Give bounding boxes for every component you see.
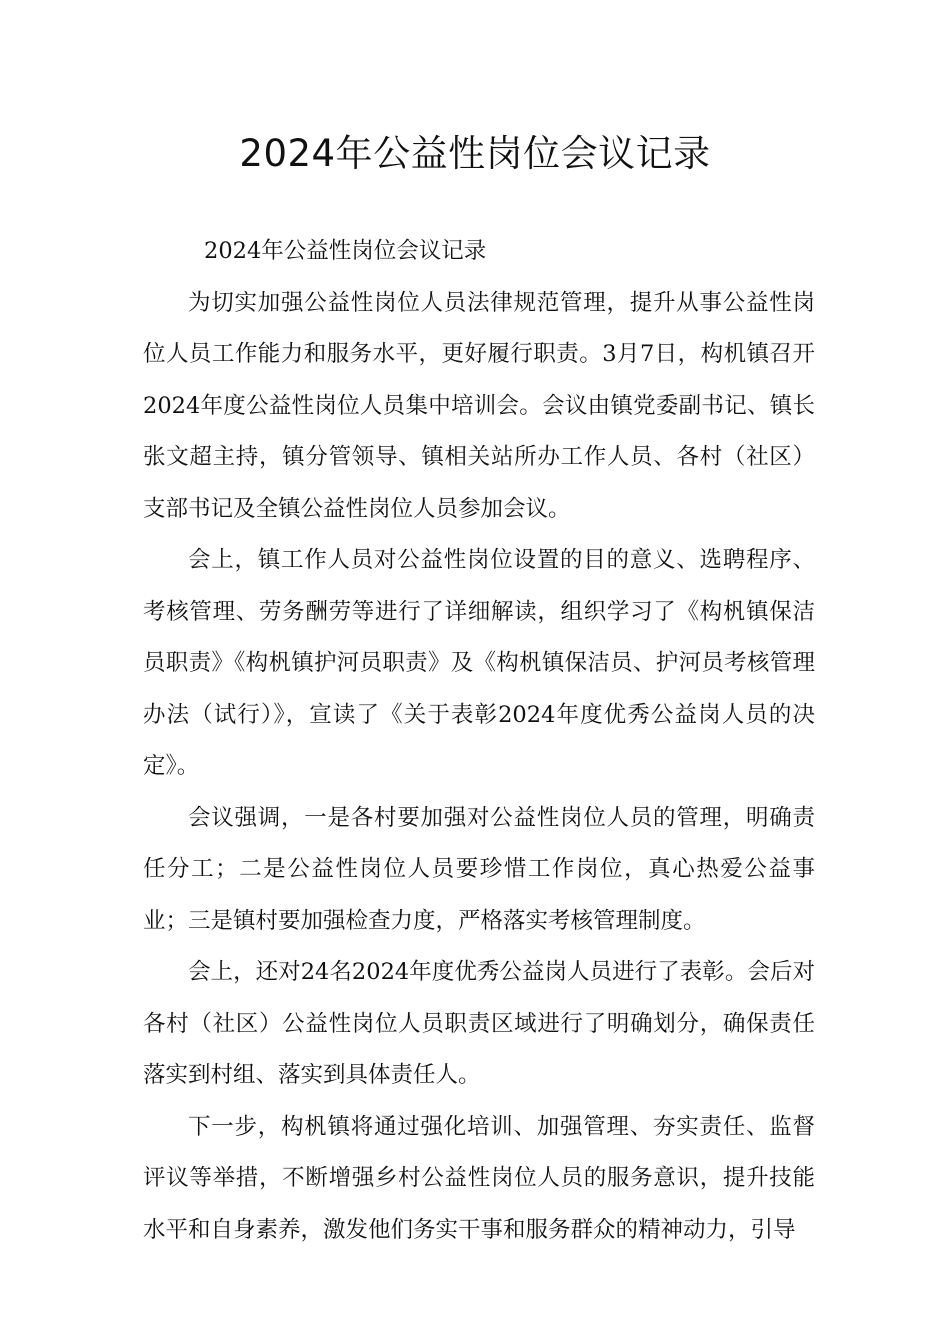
paragraph-next-steps: 下一步，构杋镇将通过强化培训、加强管理、夯实责任、监督评议等举措，不断增强乡村公益性岗位人员的服务意识，提升技能水平和自身素养，激发他们务实干事和服务群众的精神动力，引导 <box>143 1113 815 1243</box>
paragraph-commendation: 会上，还对24名2024年度优秀公益岗人员进行了表彰。会后对各村（社区）公益性岗位人员职责区域进行了明确划分，确保责任落实到村组、落实到具体责任人。 <box>143 959 815 1088</box>
document-subtitle: 2024年公益性岗位会议记录 <box>204 238 487 264</box>
paragraph-meeting-emphasis: 会议强调，一是各村要加强对公益性岗位人员的管理，明确责任分工；二是公益性岗位人员要珍惜工作岗位，真心热爱公益事业；三是镇村要加强检查力度，严格落实考核管理制度。 <box>143 804 815 934</box>
document-title: 2024年公益性岗位会议记录 <box>239 132 711 175</box>
document-body <box>143 226 815 1256</box>
paragraph-training-content: 会上，镇工作人员对公益性岗位设置的目的意义、选聘程序、考核管理、劳务酬劳等进行了详细解读，组织学习了《构杋镇保洁员职责》《构杋镇护河员职责》及《构杋镇保洁员、护河员考核管理办法（试行）》，宣读了《关于表彰2024年度优秀公益岗人员的决定》。 <box>143 547 815 779</box>
paragraph-intro: 为切实加强公益性岗位人员法律规范管理，提升从事公益性岗位人员工作能力和服务水平，更好履行职责。3月7日，构机镇召开2024年度公益性岗位人员集中培训会。会议由镇党委副书记、镇长张文超主持，镇分管领导、镇相关站所办工作人员、各村（社区）支部书记及全镇公益性岗位人员参加会议。 <box>143 289 815 522</box>
